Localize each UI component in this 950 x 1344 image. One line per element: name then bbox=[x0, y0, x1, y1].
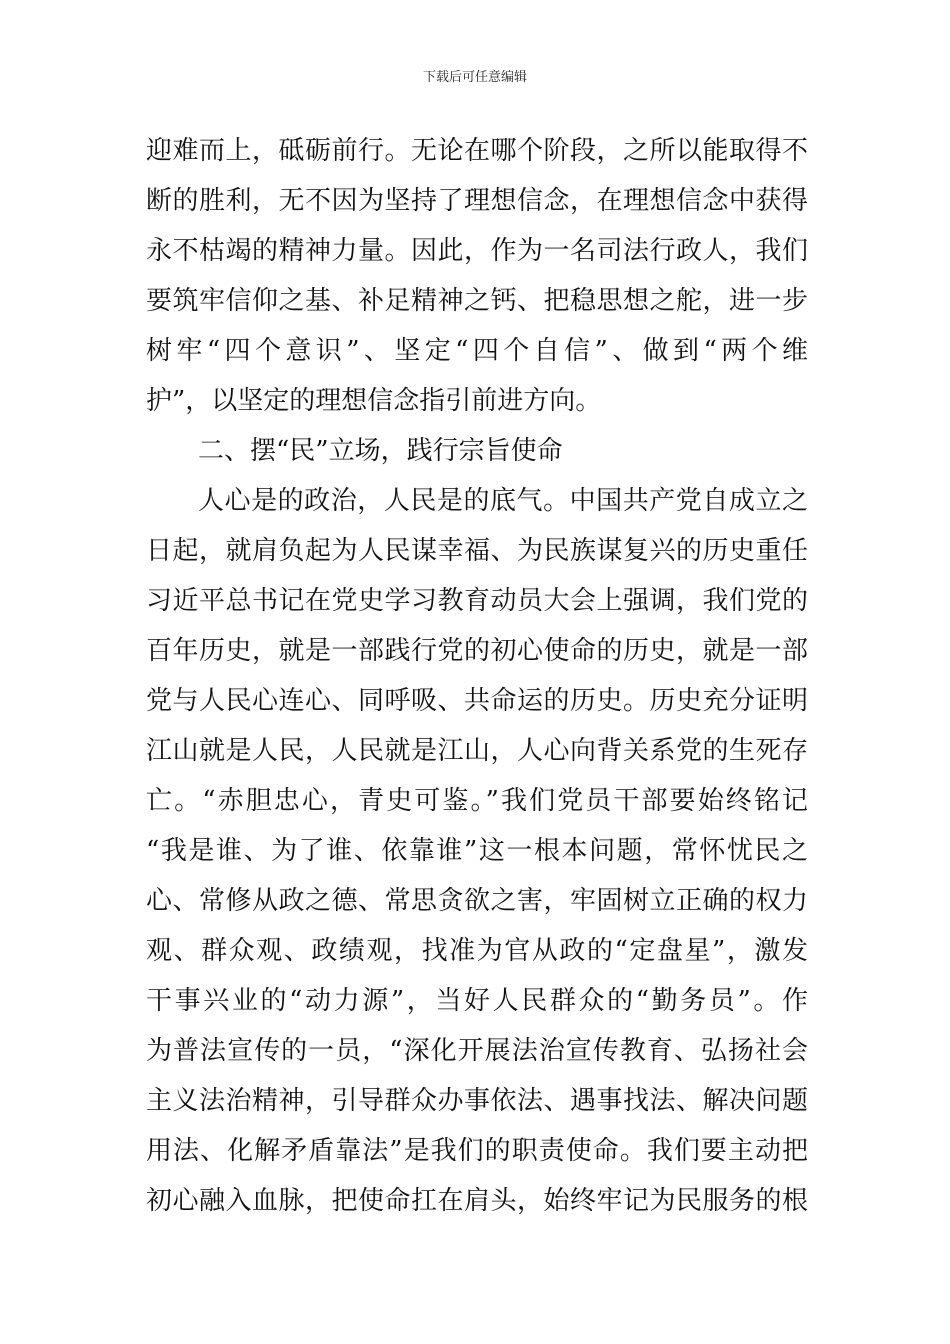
text-line: 日起，就肩负起为人民谋幸福、为民族谋复兴的历史重任 bbox=[146, 536, 808, 566]
text-line: 要筑牢信仰之基、补足精神之钙、把稳思想之舵，进一步 bbox=[146, 286, 808, 316]
text-line: 用法、化解矛盾靠法”是我们的职责使命。我们要主动把 bbox=[146, 1136, 808, 1166]
text-line: 百年历史，就是一部践行党的初心使命的历史，就是一部 bbox=[146, 636, 808, 666]
text-line: 心、常修从政之德、常思贪欲之害，牢固树立正确的权力 bbox=[146, 886, 808, 916]
text-line: 党与人民心连心、同呼吸、共命运的历史。历史充分证明 bbox=[146, 686, 808, 716]
text-line: 干事兴业的“动力源”，当好人民群众的“勤务员”。作 bbox=[146, 986, 808, 1016]
text-line: 亡。“赤胆忠心，青史可鉴。”我们党员干部要始终铭记 bbox=[146, 786, 808, 816]
text-line: 江山就是人民，人民就是江山，人心向背关系党的生死存 bbox=[146, 736, 808, 766]
page-header: 下载后可任意编辑 bbox=[422, 70, 527, 85]
text-line: 人心是的政治，人民是的底气。中国共产党自成立之 bbox=[198, 486, 808, 516]
text-line: 永不枯竭的精神力量。因此，作为一名司法行政人，我们 bbox=[146, 236, 808, 266]
body-text bbox=[146, 126, 808, 1226]
text-line: 主义法治精神，引导群众办事依法、遇事找法、解决问题 bbox=[146, 1086, 808, 1116]
text-line: 为普法宣传的一员，“深化开展法治宣传教育、弘扬社会 bbox=[146, 1036, 808, 1066]
section-heading: 二、摆“民”立场，践行宗旨使命 bbox=[198, 436, 563, 466]
text-line: 观、群众观、政绩观，找准为官从政的“定盘星”，激发 bbox=[146, 936, 808, 966]
text-line: “我是谁、为了谁、依靠谁”这一根本问题，常怀忧民之 bbox=[146, 836, 808, 866]
text-line: 护”，以坚定的理想信念指引前进方向。 bbox=[146, 386, 602, 416]
text-line: 树牢“四个意识”、坚定“四个自信”、做到“两个维 bbox=[146, 336, 808, 366]
text-line: 初心融入血脉，把使命扛在肩头，始终牢记为民服务的根 bbox=[146, 1186, 808, 1216]
text-line: 迎难而上，砥砺前行。无论在哪个阶段，之所以能取得不 bbox=[146, 136, 808, 166]
text-line: 习近平总书记在党史学习教育动员大会上强调，我们党的 bbox=[146, 586, 808, 616]
text-line: 断的胜利，无不因为坚持了理想信念，在理想信念中获得 bbox=[146, 186, 808, 216]
